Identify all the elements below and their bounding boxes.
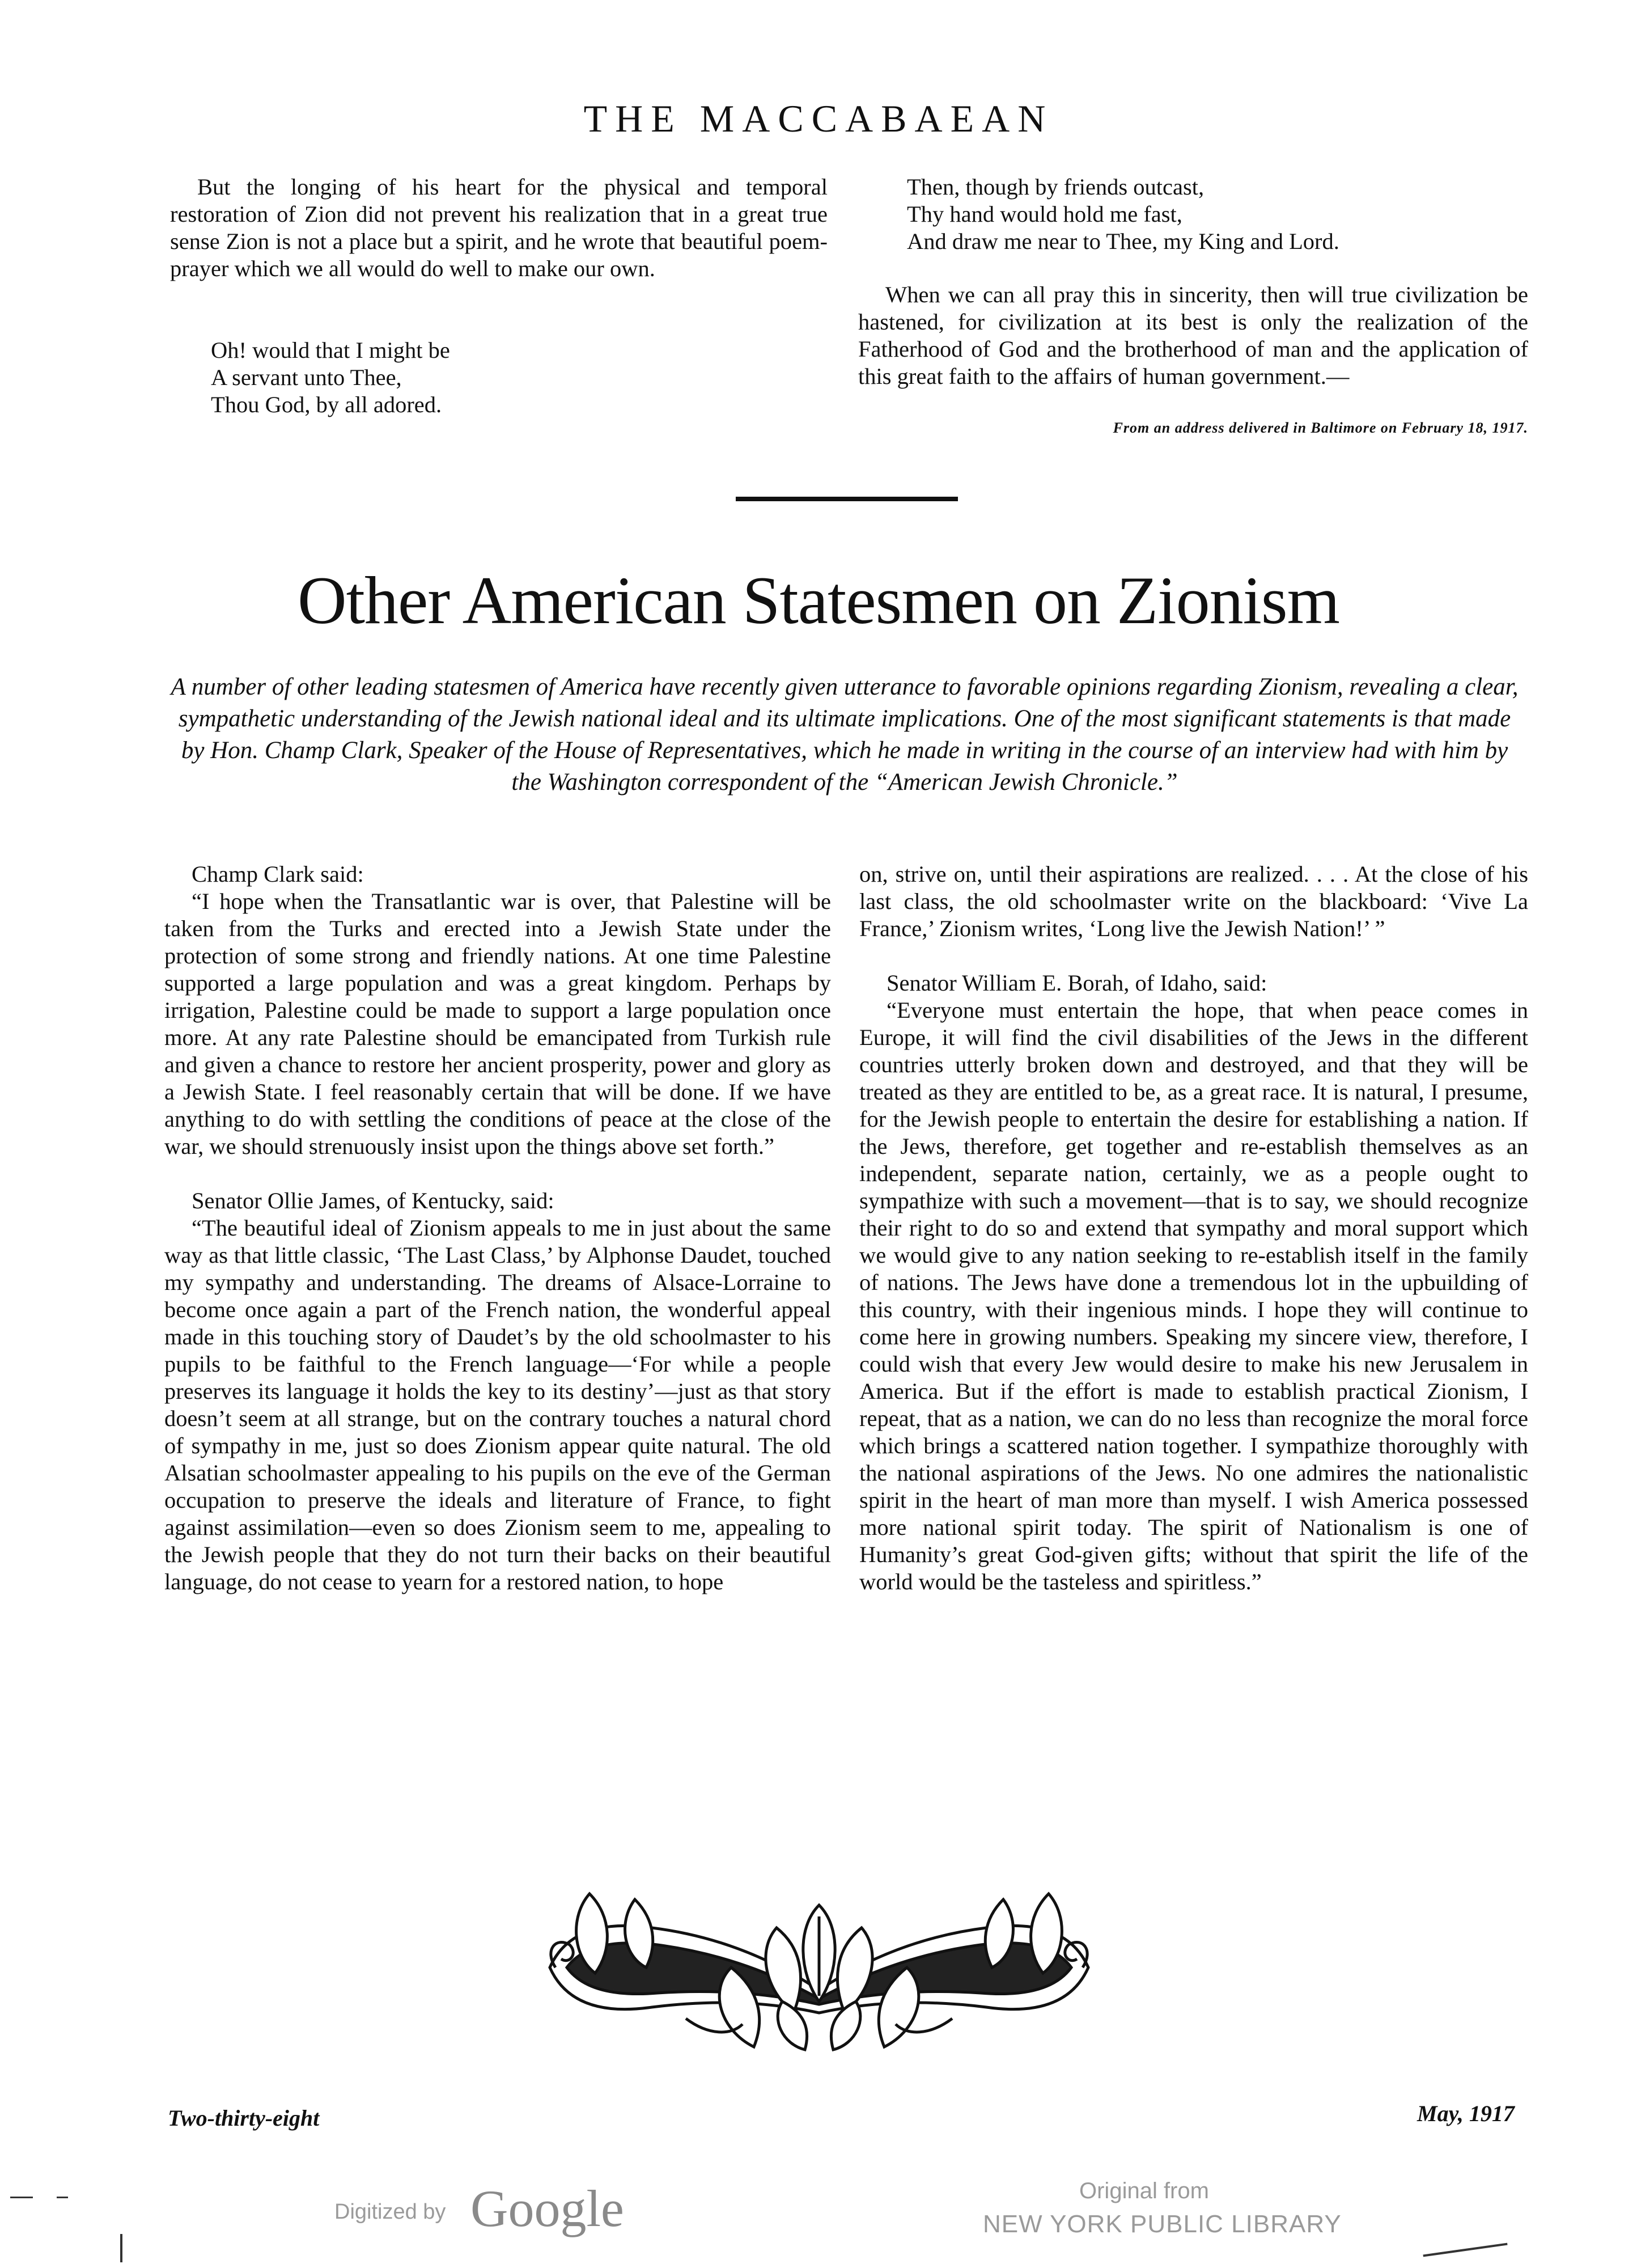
- poem-line: A servant unto Thee,: [211, 365, 402, 390]
- top-right-column: [858, 281, 1528, 390]
- quote-paragraph: “Everyone must entertain the hope, that when peace comes in Europe, it will find the civil disabilities of the Jews in the different countries utterly broken down and destroyed, and that they will be treated as they are entitled to be, as a great race. It is natural, I presume, for the Jewish people to entertain the desire for establishing a nation. If the Jews, therefore, get together and re-establish themselves as an independent, separate nation, certainly, we as a people ought to sympathize with such a movement—that is to say, we should recognize their right to do so and extend that sympathy and moral support which we would give to any nation seeking to re-establish itself in the family of nations. The Jews have done a tremendous lot in the upbuilding of this country, with their ingenious minds. I hope they will continue to come here in growing numbers. Speaking my sincere view, therefore, I could wish that every Jew would desire to make his new Jerusalem in America. But if the effort is made to establish practical Zionism, I repeat, that as a nation, we can do no less than recognize the moral force which brings a scattered nation together. I sympathize thoroughly with the national aspirations of the Jews. No one admires the nationalistic spirit in the heart of man more than myself. I wish America possessed more national spirit today. The spirit of Nationalism is one of Humanity’s great God-given gifts; without that spirit the life of the world would be the tasteless and spiritless.”: [859, 997, 1528, 1594]
- poem-line: And draw me near to Thee, my King and Lord.: [907, 229, 1339, 254]
- scan-mark: [10, 2197, 33, 2198]
- article-left-column: [164, 861, 831, 1596]
- quote-paragraph: “The beautiful ideal of Zionism appeals to me in just about the same way as that little classic, ‘The Last Class,’ by Alphonse Daudet, touched my sympathy and understanding. The dreams of Alsace-Lorraine to become once again a part of the French nation, the wonderful appeal made in this touching story of Daudet’s by the old schoolmaster to his pupils to be faithful to the French language—‘For while a people preserves its language it holds the key to its destiny’—just as that story doesn’t seem at all strange, but on the contrary touches a natural chord of sympathy in me, just so does Zionism appear quite natural. The old Alsatian schoolmaster appealing to his pupils on the eve of the German occupation to preserve the ideals and literature of France, to fight against assimilation—even so does Zionism seem to me, appealing to the Jewish people that they do not turn their backs on their beautiful language, do not cease to yearn for a restored nation, to hope: [164, 1215, 831, 1594]
- digitized-by-label: Digitized by: [334, 2200, 446, 2224]
- poem-stanza-left: [211, 337, 450, 418]
- top-left-paragraph: But the longing of his heart for the physical and temporal restoration of Zion did not prevent his realization that in a great true sense Zion is not a place but a spirit, and he wrote that beautiful poem-prayer which we all would do well to make our own.: [170, 174, 828, 281]
- poem-line: Thy hand would hold me fast,: [907, 201, 1182, 227]
- article-intro: A number of other leading statesmen of America have recently given utterance to favorable opinions regarding Zionism, revealing a clear, sympathetic understanding of the Jewish national ideal and its ultimate implications. One of the most significant statements is that made by Hon. Champ Clark, Speaker of the House of Representatives, which he made in writing in the course of an interview had with him by the Washington correspondent of the “American Jewish Chronicle.”: [171, 674, 1519, 796]
- poem-line: Then, though by friends outcast,: [907, 174, 1205, 200]
- top-left-column: [170, 174, 828, 282]
- scan-mark: [120, 2234, 122, 2262]
- speaker-heading: Champ Clark said:: [192, 861, 364, 887]
- running-header: THE MACCABAEAN: [583, 97, 1054, 140]
- article-title: Other American Statesmen on Zionism: [298, 562, 1339, 638]
- section-divider: [736, 497, 958, 501]
- scan-mark: [1423, 2243, 1507, 2257]
- original-from-label: Original from: [1079, 2178, 1209, 2203]
- poem-line: Oh! would that I might be: [211, 337, 450, 363]
- top-right-paragraph: When we can all pray this in sincerity, then will true civilization be hastened, for civilization at its best is only the realization of the Fatherhood of God and the brotherhood of man and the application of this great faith to the affairs of human government.—: [858, 282, 1528, 389]
- issue-date: May, 1917: [1417, 2101, 1515, 2126]
- source-citation: From an address delivered in Baltimore on February 18, 1917.: [1113, 420, 1528, 436]
- google-logo: Google: [470, 2180, 624, 2237]
- quote-continuation: on, strive on, until their aspirations are realized. . . . At the close of his last class, the old schoolmaster write on the blackboard: ‘Vive La France,’ Zionism writes, ‘Long live the Jewish Nation!’ ”: [859, 861, 1528, 941]
- library-label: NEW YORK PUBLIC LIBRARY: [983, 2210, 1342, 2238]
- speaker-heading: Senator William E. Borah, of Idaho, said:: [887, 970, 1267, 996]
- poem-stanza-right: [907, 174, 1339, 255]
- scan-mark: [57, 2197, 68, 2198]
- floral-ornament-icon: [538, 1882, 1100, 2053]
- article-right-column: [859, 861, 1528, 1596]
- poem-line: Thou God, by all adored.: [211, 392, 442, 417]
- speaker-heading: Senator Ollie James, of Kentucky, said:: [192, 1188, 554, 1213]
- page-number: Two-thirty-eight: [168, 2105, 320, 2131]
- quote-paragraph: “I hope when the Transatlantic war is over, that Palestine will be taken from the Turks and erected into a Jewish State under the protection of some strong and friendly nations. At one time Palestine supported a large population and was a great kingdom. Perhaps by irrigation, Palestine could be made to support a large population once more. At any rate Palestine should be emancipated from Turkish rule and given a chance to restore her ancient prosperity, power and glory as a Jewish State. I feel reasonably certain that will be done. If we have anything to do with settling the conditions of peace at the close of the war, we should strenuously insist upon the things above set forth.”: [164, 888, 831, 1159]
